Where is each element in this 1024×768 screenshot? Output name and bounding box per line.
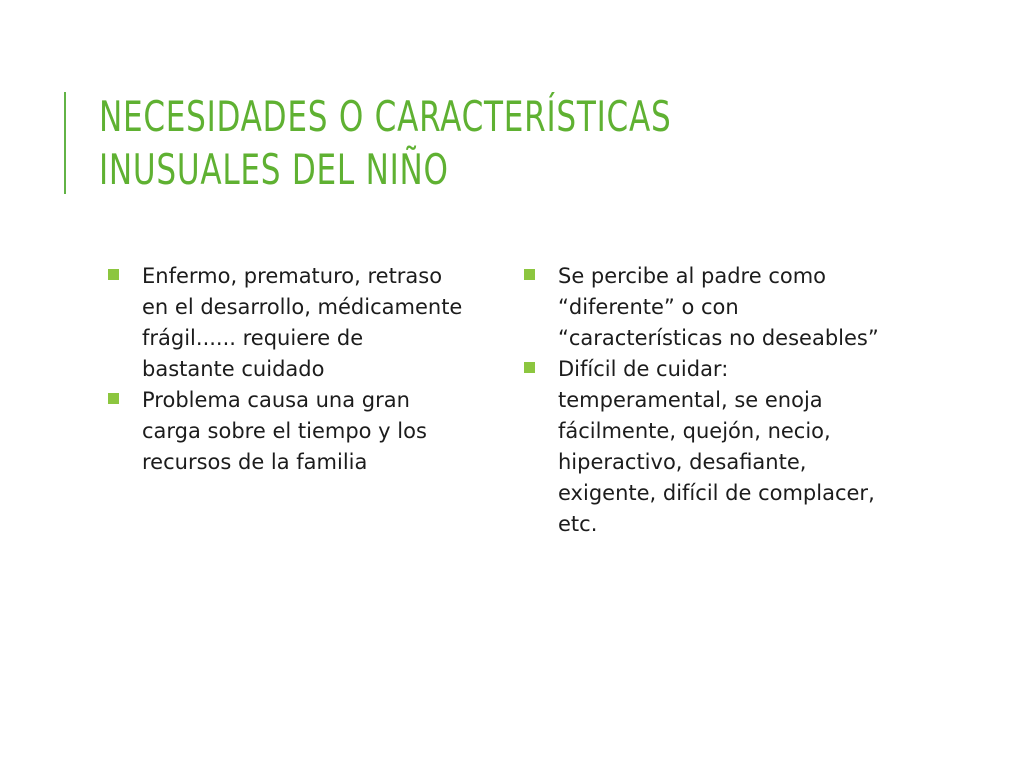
bullet-text-line: Enfermo, prematuro, retraso — [142, 264, 443, 288]
bullet-item — [106, 385, 486, 478]
bullet-text-line: “diferente” o con — [558, 295, 739, 319]
bullet-text-line: exigente, difícil de complacer, — [558, 481, 875, 505]
right-bullet-list — [522, 261, 907, 540]
bullet-text-line: Se percibe al padre como — [558, 264, 827, 288]
slide-title — [99, 90, 765, 196]
square-bullet-icon — [108, 269, 119, 280]
bullet-text-line: frágil...... requiere de — [142, 326, 364, 350]
left-bullet-list — [106, 261, 486, 478]
slide-title-line-1: NECESIDADES O CARACTERÍSTICAS — [99, 92, 672, 141]
bullet-text-line: “características no deseables” — [558, 326, 879, 350]
bullet-item — [522, 354, 907, 540]
square-bullet-icon — [524, 362, 535, 373]
title-accent-bar — [64, 92, 66, 194]
bullet-text-line: hiperactivo, desafiante, — [558, 450, 807, 474]
bullet-text-line: recursos de la familia — [142, 450, 368, 474]
slide-title-line-2: INUSUALES DEL NIÑO — [99, 145, 449, 194]
bullet-text-line: temperamental, se enoja — [558, 388, 823, 412]
bullet-text-line: Problema causa una gran — [142, 388, 410, 412]
bullet-item — [106, 261, 486, 385]
bullet-text-line: etc. — [558, 512, 598, 536]
bullet-text-line: fácilmente, quejón, necio, — [558, 419, 831, 443]
square-bullet-icon — [108, 393, 119, 404]
bullet-text-line: en el desarrollo, médicamente — [142, 295, 463, 319]
bullet-item — [522, 261, 907, 354]
bullet-text-line: bastante cuidado — [142, 357, 325, 381]
bullet-text-line: Difícil de cuidar: — [558, 357, 729, 381]
square-bullet-icon — [524, 269, 535, 280]
bullet-text-line: carga sobre el tiempo y los — [142, 419, 427, 443]
